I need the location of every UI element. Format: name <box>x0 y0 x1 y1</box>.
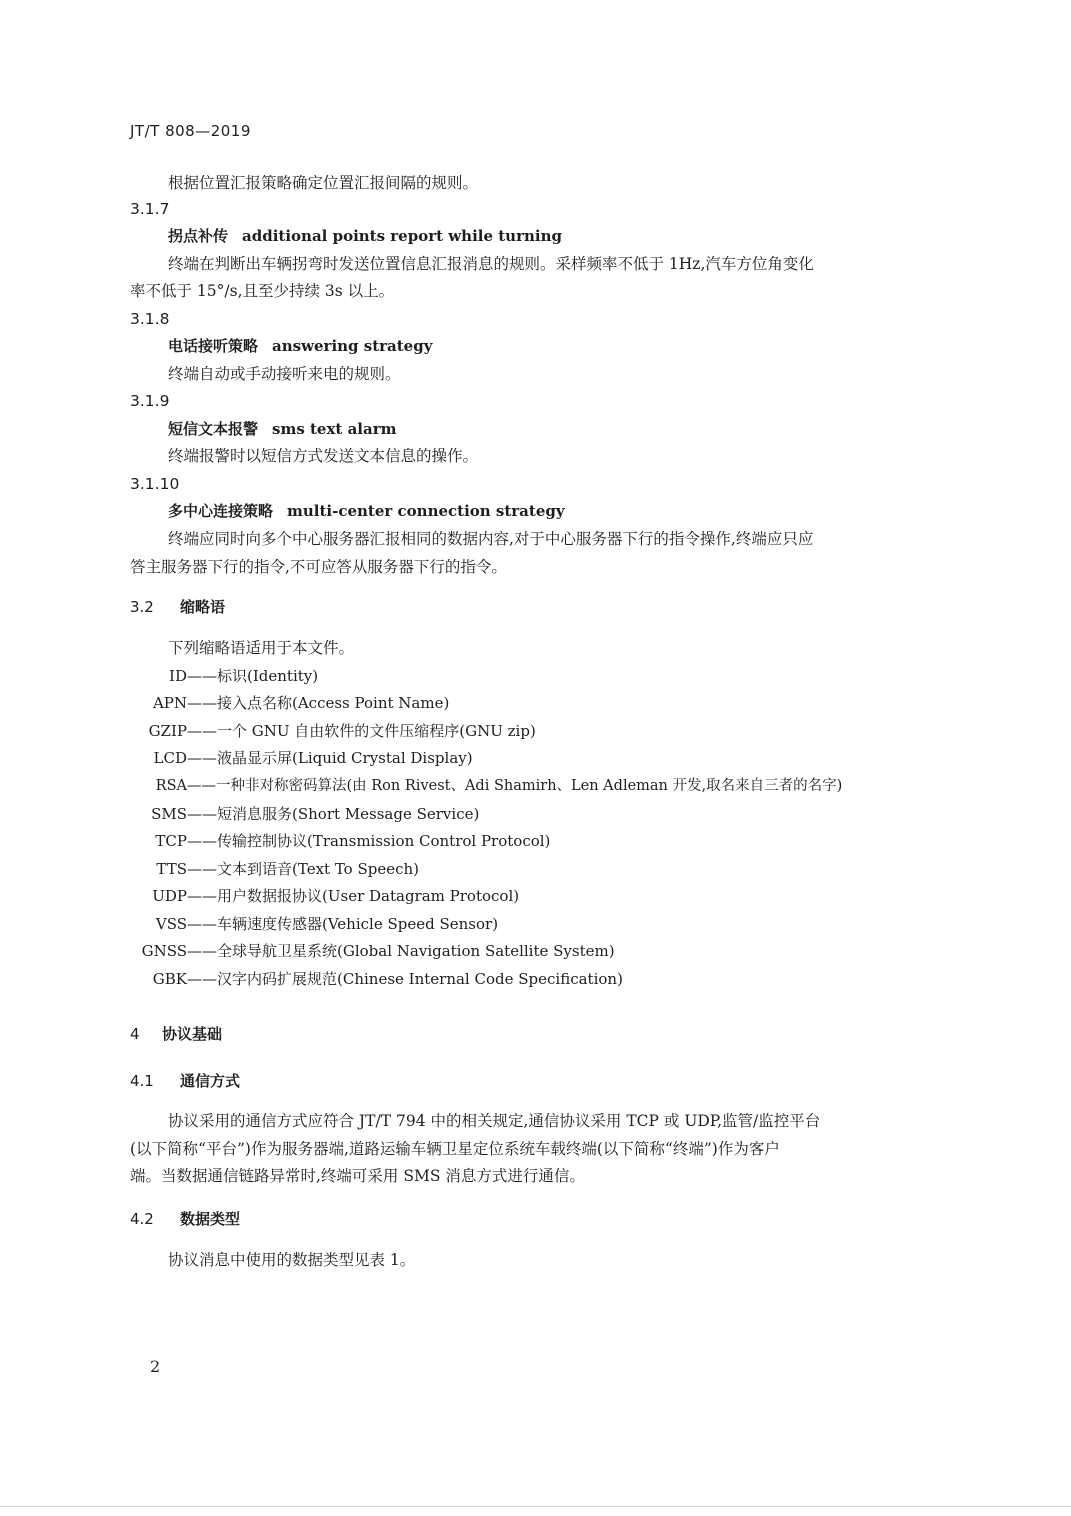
abbreviation: UDP <box>152 887 187 905</box>
section-title: 通信方式 <box>180 1072 241 1090</box>
clause-number: 3.1.9 <box>130 392 170 410</box>
term-english: answering strategy <box>272 337 433 355</box>
term-heading <box>168 419 396 439</box>
abbreviation-item <box>117 941 615 961</box>
abbreviation: ID <box>169 667 187 685</box>
abbreviation: APN <box>152 694 187 712</box>
term-english: additional points report while turning <box>242 227 562 245</box>
section-heading <box>130 1071 240 1091</box>
abbreviation: TTS <box>156 860 187 878</box>
abbreviation-item <box>117 914 498 934</box>
abbreviation-item <box>117 969 623 989</box>
term-heading <box>168 336 432 356</box>
section-title: 缩略语 <box>180 598 226 616</box>
abbreviation-item <box>117 693 449 713</box>
clause-number: 3.1.10 <box>130 475 180 493</box>
definition-line: 终端应同时向多个中心服务器汇报相同的数据内容,对于中心服务器下行的指令操作,终端应只应 <box>168 530 814 548</box>
term-chinese: 短信文本报警 <box>168 420 259 438</box>
section-title: 数据类型 <box>180 1210 241 1228</box>
page-bottom-divider <box>0 1506 1071 1507</box>
term-chinese: 多中心连接策略 <box>168 502 274 520</box>
abbreviation-desc: ——传输控制协议(Transmission Control Protocol) <box>187 832 551 850</box>
abbreviation: VSS <box>155 915 187 933</box>
abbreviation-desc: ——短消息服务(Short Message Service) <box>187 805 480 823</box>
section-heading <box>130 1024 222 1044</box>
term-english: sms text alarm <box>272 420 397 438</box>
definition-line: 终端报警时以短信方式发送文本信息的操作。 <box>168 447 479 465</box>
section-number: 4.1 <box>130 1072 154 1090</box>
abbreviation: GNSS <box>141 942 187 960</box>
doc-code-header: JT/T 808—2019 <box>130 122 251 140</box>
paragraph-line: 协议消息中使用的数据类型见表 1。 <box>168 1251 416 1269</box>
page-number: 2 <box>150 1357 161 1376</box>
paragraph: 下列缩略语适用于本文件。 <box>168 639 355 657</box>
abbreviation: LCD <box>153 749 187 767</box>
abbreviation-item <box>117 886 519 906</box>
abbreviation: GBK <box>152 970 187 988</box>
abbreviation-desc: ——标识(Identity) <box>187 667 319 685</box>
abbreviation-item <box>117 776 842 796</box>
term-heading <box>168 226 562 246</box>
abbreviation: GZIP <box>148 722 187 740</box>
section-title: 协议基础 <box>162 1025 223 1043</box>
abbreviation-item <box>117 721 536 741</box>
definition-line: 终端在判断出车辆拐弯时发送位置信息汇报消息的规则。采样频率不低于 1Hz,汽车方位角变化 <box>168 255 814 273</box>
definition-line: 答主服务器下行的指令,不可应答从服务器下行的指令。 <box>130 558 507 576</box>
term-heading <box>168 501 565 521</box>
abbreviation: TCP <box>155 832 187 850</box>
abbreviation-item <box>117 666 318 686</box>
paragraph-line: (以下简称“平台”)作为服务器端,道路运输车辆卫星定位系统车载终端(以下简称“终端”)作为客户 <box>130 1140 780 1158</box>
abbreviation-desc: ——车辆速度传感器(Vehicle Speed Sensor) <box>187 915 499 933</box>
abbreviation-item <box>117 804 479 824</box>
definition-line: 率不低于 15°/s,且至少持续 3s 以上。 <box>130 282 395 300</box>
paragraph-line: 端。当数据通信链路异常时,终端可采用 SMS 消息方式进行通信。 <box>130 1167 585 1185</box>
abbreviation-item <box>117 859 419 879</box>
abbreviation-desc: ——液晶显示屏(Liquid Crystal Display) <box>187 749 473 767</box>
abbreviation-desc: ——用户数据报协议(User Datagram Protocol) <box>187 887 520 905</box>
abbreviation: RSA <box>155 778 187 794</box>
section-heading <box>130 597 225 617</box>
abbreviation-item <box>117 748 473 768</box>
definition-line: 终端自动或手动接听来电的规则。 <box>168 365 401 383</box>
abbreviation-desc: ——一种非对称密码算法(由 Ron Rivest、Adi Shamirh、Len Adleman 开发,取名来自三者的名字) <box>187 778 843 794</box>
abbreviation: SMS <box>151 805 187 823</box>
abbreviation-desc: ——一个 GNU 自由软件的文件压缩程序(GNU zip) <box>187 722 536 740</box>
abbreviation-desc: ——接入点名称(Access Point Name) <box>187 694 450 712</box>
clause-number: 3.1.8 <box>130 310 170 328</box>
clause-number: 3.1.7 <box>130 200 170 218</box>
section-number: 3.2 <box>130 598 154 616</box>
abbreviation-desc: ——汉字内码扩展规范(Chinese Internal Code Specification) <box>187 970 623 988</box>
section-number: 4 <box>130 1025 140 1043</box>
abbreviation-desc: ——全球导航卫星系统(Global Navigation Satellite System) <box>187 942 615 960</box>
abbreviation-desc: ——文本到语音(Text To Speech) <box>187 860 420 878</box>
term-english: multi-center connection strategy <box>287 502 565 520</box>
section-number: 4.2 <box>130 1210 154 1228</box>
paragraph-line: 协议采用的通信方式应符合 JT/T 794 中的相关规定,通信协议采用 TCP 或 UDP,监管/监控平台 <box>168 1112 821 1130</box>
abbreviation-item <box>117 831 550 851</box>
paragraph: 根据位置汇报策略确定位置汇报间隔的规则。 <box>168 174 479 192</box>
term-chinese: 拐点补传 <box>168 227 229 245</box>
section-heading <box>130 1209 240 1229</box>
term-chinese: 电话接听策略 <box>168 337 259 355</box>
